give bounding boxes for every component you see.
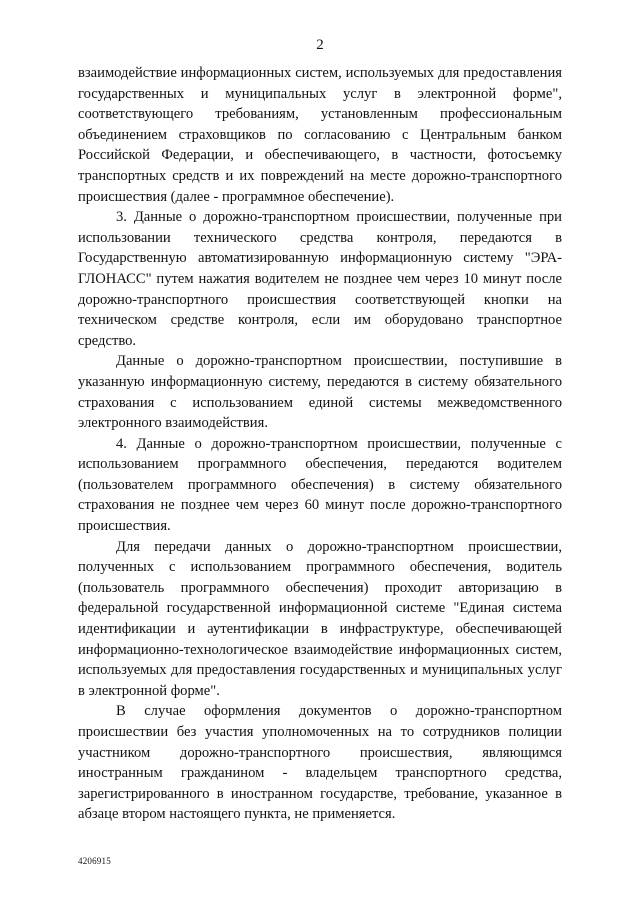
document-body	[78, 63, 562, 825]
page-number: 2	[316, 37, 324, 53]
paragraph-item-3: 3. Данные о дорожно-транспортном происшествии, полученные при использовании технического средства контроля, передаются в Государственную автоматизированную информационную систему "ЭРА-ГЛОНАСС" путем нажатия водителем не позднее чем через 10 минут после дорожно-транспортного происшествия соответствующей кнопки на техническом средстве контроля, если им оборудовано транспортное средство.	[78, 209, 562, 349]
document-code: 4206915	[78, 856, 111, 866]
paragraph-item-3-data: Данные о дорожно-транспортном происшествии, поступившие в указанную информационную систему, передаются в систему обязательного страхования с использованием единой системы межведомственного электронного взаимодействия.	[78, 353, 562, 432]
paragraph-continuation: взаимодействие информационных систем, используемых для предоставления государственных и муниципальных услуг в электронной форме", соответствующего требованиям, установленным профессиональным объединением страховщиков по согласованию с Центральным банком Российской Федерации, и обеспечивающего, в частности, фотосъемку транспортных средств и их повреждений на месте дорожно-транспортного происшествия (далее - программное обеспечение).	[78, 65, 562, 205]
paragraph-item-4-authorization: Для передачи данных о дорожно-транспортном происшествии, полученных с использованием программного обеспечения, водитель (пользователь программного обеспечения) проходит авторизацию в федеральной государственной информационной системе "Единая система идентификации и аутентификации в инфраструктуре, обеспечивающей информационно-технологическое взаимодействие информационных систем, используемых для предоставления государственных и муниципальных услуг в электронной форме".	[78, 538, 562, 699]
paragraph-item-4: 4. Данные о дорожно-транспортном происшествии, полученные с использованием программного обеспечения, передаются водителем (пользователем программного обеспечения) в систему обязательного страхования не позднее чем через 60 минут после дорожно-транспортного происшествия.	[78, 435, 562, 535]
paragraph-item-4-foreign-citizen: В случае оформления документов о дорожно-транспортном происшествии без участия уполномоченных на то сотрудников полиции участником дорожно-транспортного происшествия, являющимся иностранным гражданином - владельцем транспортного средства, зарегистрированного в иностранном государстве, требование, указанное в абзаце втором настоящего пункта, не применяется.	[78, 703, 562, 823]
